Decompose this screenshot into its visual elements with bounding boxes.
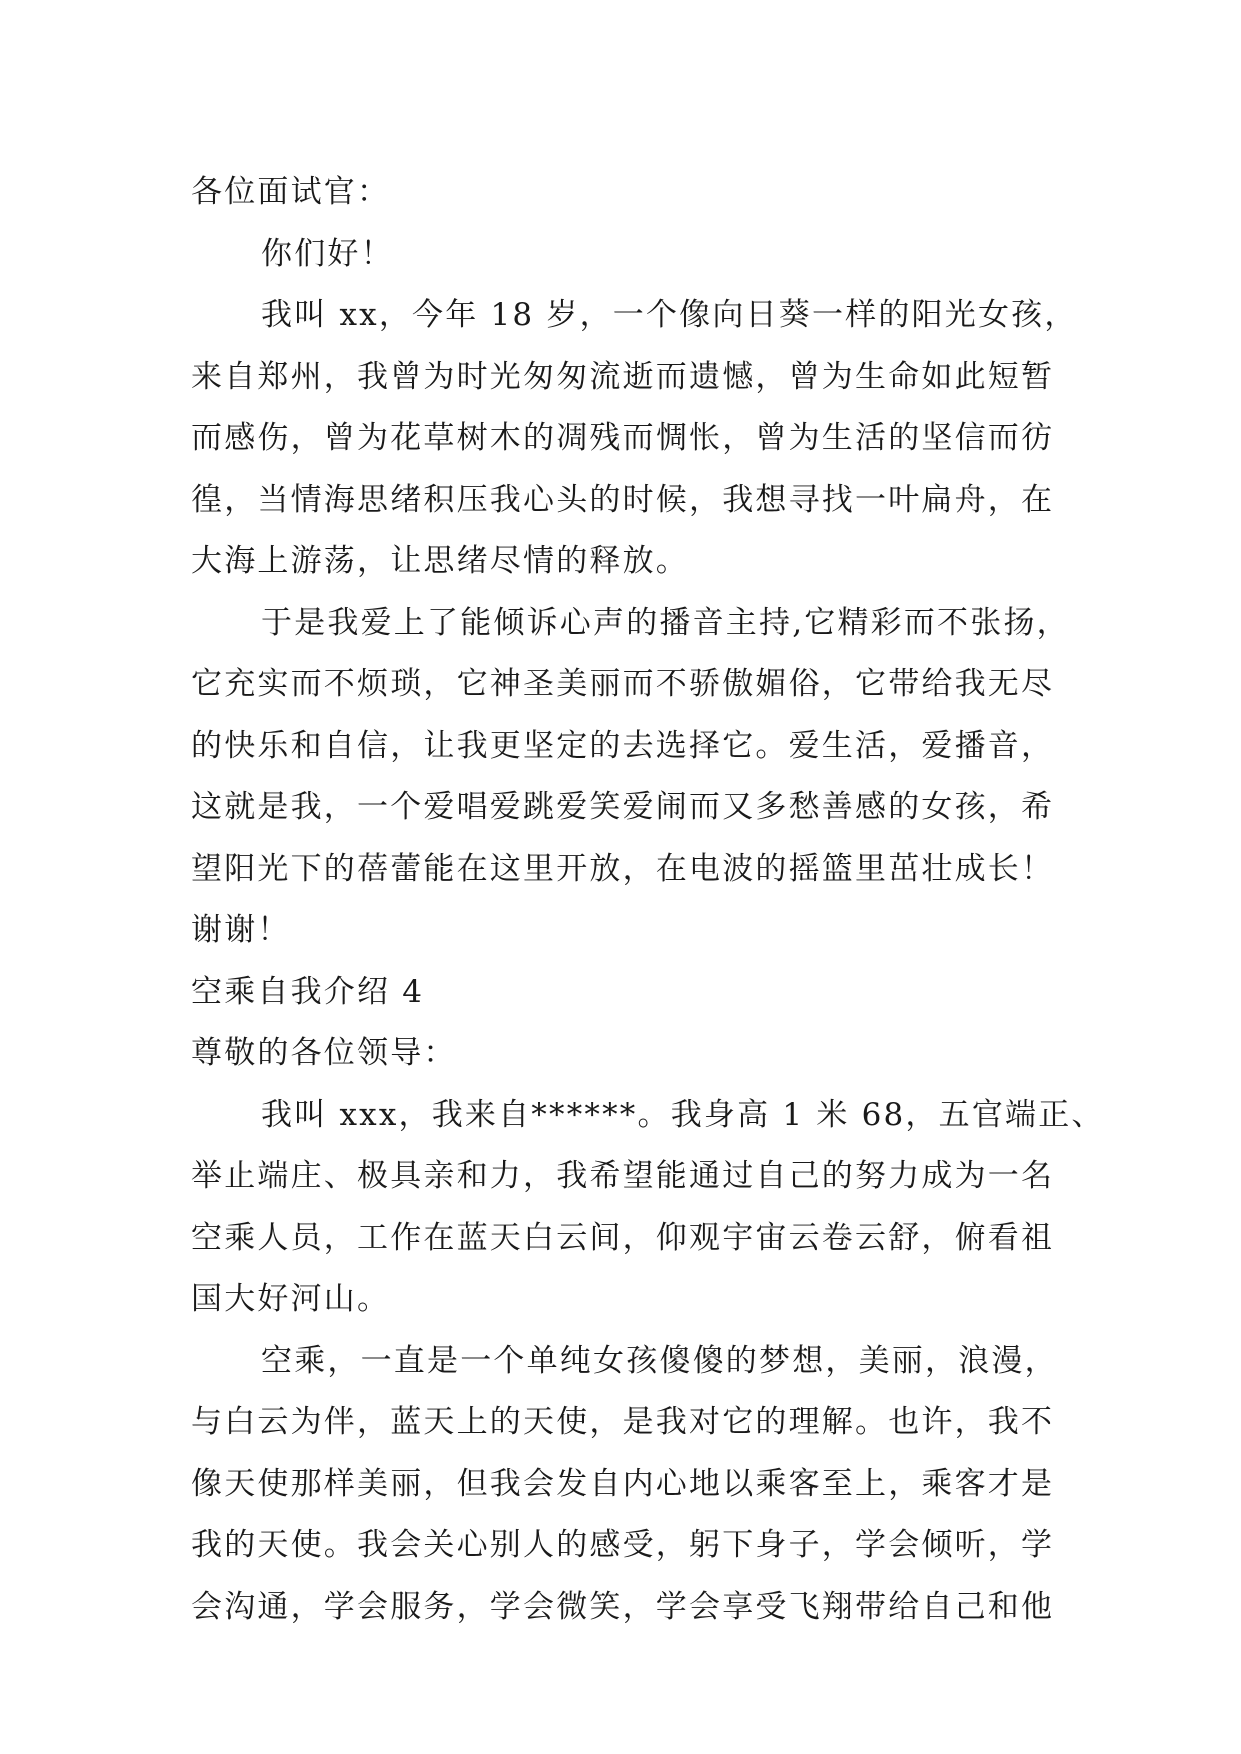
- text-line: 我叫 xxx，我来自******。我身高 1 米 68，五官端正、: [261, 1096, 1105, 1133]
- text-line: 会沟通，学会服务，学会微笑，学会享受飞翔带给自己和他: [191, 1588, 1055, 1625]
- document-body: [191, 162, 1105, 1638]
- text-line: 我的天使。我会关心别人的感受，躬下身子，学会倾听，学: [191, 1527, 1055, 1563]
- text-line: 于是我爱上了能倾诉心声的播音主持,它精彩而不张扬，: [261, 604, 1070, 641]
- text-line: 举止端庄、极具亲和力，我希望能通过自己的努力成为一名: [191, 1158, 1055, 1194]
- text-line: 国大好河山。: [191, 1281, 391, 1317]
- text-line: 这就是我，一个爱唱爱跳爱笑爱闹而又多愁善感的女孩，希: [191, 789, 1055, 825]
- text-line: 我叫 xx，今年 18 岁，一个像向日葵一样的阳光女孩，: [261, 297, 1078, 333]
- text-line: 的快乐和自信，让我更坚定的去选择它。爱生活，爱播音，: [191, 727, 1055, 764]
- text-line: 它充实而不烦琐，它神圣美丽而不骄傲媚俗，它带给我无尽: [191, 666, 1055, 702]
- text-line: 像天使那样美丽，但我会发自内心地以乘客至上，乘客才是: [191, 1465, 1055, 1502]
- text-line: 尊敬的各位领导：: [191, 1035, 457, 1071]
- text-line: 与白云为伴，蓝天上的天使，是我对它的理解。也许，我不: [191, 1404, 1055, 1440]
- text-line: 大海上游荡，让思绪尽情的释放。: [191, 543, 689, 579]
- text-line: 来自郑州，我曾为时光匆匆流逝而遗憾，曾为生命如此短暂: [191, 358, 1055, 395]
- text-line: 空乘人员，工作在蓝天白云间，仰观宇宙云卷云舒，俯看祖: [191, 1219, 1055, 1256]
- text-line: 空乘自我介绍 4: [191, 973, 425, 1010]
- text-line: 而感伤，曾为花草树木的凋残而惆怅，曾为生活的坚信而彷: [191, 420, 1055, 456]
- text-line: 你们好！: [261, 235, 394, 272]
- text-line: 各位面试官：: [191, 174, 391, 210]
- text-line: 徨，当情海思绪积压我心头的时候，我想寻找一叶扁舟，在: [191, 481, 1055, 518]
- text-line: 望阳光下的蓓蕾能在这里开放，在电波的摇篮里茁壮成长！: [191, 850, 1055, 887]
- text-line: 谢谢！: [191, 912, 291, 948]
- text-line: 空乘，一直是一个单纯女孩傻傻的梦想，美丽，浪漫，: [261, 1342, 1058, 1379]
